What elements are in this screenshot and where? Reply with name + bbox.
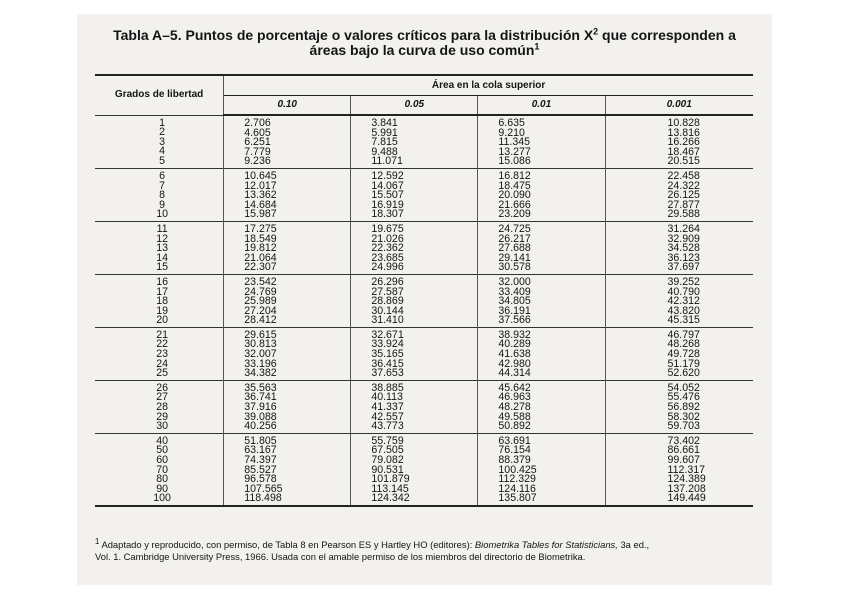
df-value: 4 — [159, 145, 166, 158]
critical-value: 40.113 — [371, 391, 403, 404]
df-value: 8 — [159, 189, 166, 202]
value-cell — [351, 327, 478, 380]
critical-value: 79.082 — [371, 454, 404, 466]
df-value: 2 — [159, 126, 166, 139]
footnote — [95, 536, 755, 563]
critical-value: 49.588 — [498, 410, 531, 423]
critical-value: 45.315 — [667, 314, 700, 327]
critical-value: 7.815 — [371, 136, 398, 149]
critical-value: 20.090 — [498, 189, 531, 202]
critical-value: 26.296 — [371, 275, 404, 288]
book-title: Biometrika Tables for Statisticians, — [474, 539, 618, 551]
critical-value: 11.071 — [371, 155, 403, 168]
critical-value: 113.145 — [371, 482, 409, 495]
value-cell — [605, 221, 753, 274]
critical-value: 135.807 — [498, 492, 537, 505]
critical-value: 63.691 — [498, 434, 531, 447]
critical-value: 100.425 — [498, 463, 537, 476]
df-value: 7 — [159, 179, 166, 192]
column-header-0-001: 0.001 — [605, 96, 753, 116]
critical-value: 73.402 — [667, 434, 700, 447]
value-cell — [605, 327, 753, 380]
critical-value: 46.797 — [667, 328, 700, 341]
df-value: 26 — [156, 381, 168, 394]
critical-value: 27.688 — [498, 242, 531, 255]
critical-value: 19.812 — [244, 242, 277, 255]
critical-value: 96.578 — [244, 473, 277, 486]
critical-value: 124.116 — [498, 482, 536, 495]
df-header: Grados de libertad — [95, 75, 224, 115]
critical-value: 39.252 — [667, 275, 700, 288]
df-value: 29 — [156, 410, 168, 423]
footnote-line-2: Vol. 1. Cambridge University Press, 1966. Usada con el amable permiso de los miembros del directorio de Biometrika. — [95, 551, 586, 563]
title-footnote-mark: 1 — [534, 41, 540, 52]
critical-value: 13.816 — [667, 126, 700, 139]
critical-value: 10.828 — [667, 117, 700, 129]
df-value: 100 — [153, 492, 171, 505]
footnote-mark: 1 — [95, 537, 100, 546]
critical-value: 23.685 — [371, 251, 404, 264]
critical-value: 76.154 — [498, 444, 531, 457]
critical-value: 35.563 — [244, 381, 277, 394]
critical-value: 86.661 — [667, 444, 700, 457]
value-cell — [478, 221, 605, 274]
title-line-1: Tabla A–5. Puntos de porcentaje o valores críticos para la distribución $X^2$ que corresponden a — [113, 26, 736, 43]
critical-value: 40.289 — [498, 338, 531, 351]
value-cell — [478, 274, 605, 327]
critical-value: 55.759 — [371, 434, 404, 447]
critical-value: 34.382 — [244, 367, 277, 380]
critical-value: 18.307 — [371, 208, 404, 221]
critical-value: 18.475 — [498, 179, 531, 192]
df-value: 15 — [156, 261, 168, 274]
critical-value: 55.476 — [667, 391, 700, 404]
critical-value: 29.141 — [498, 251, 531, 264]
critical-value: 99.607 — [667, 454, 700, 466]
critical-value: 24.725 — [498, 222, 531, 235]
critical-value: 12.592 — [371, 169, 404, 182]
table-bottom-rule — [95, 506, 753, 508]
value-cell — [605, 380, 753, 433]
df-value: 23 — [156, 348, 168, 361]
df-cell — [95, 380, 224, 433]
critical-value: 27.877 — [667, 198, 700, 211]
df-value: 1 — [159, 116, 166, 129]
critical-value: 21.026 — [371, 232, 404, 245]
critical-value: 22.362 — [371, 242, 404, 255]
critical-value: 3.841 — [371, 117, 398, 129]
df-value: 70 — [156, 463, 168, 476]
df-cell — [95, 327, 224, 380]
critical-value: 14.684 — [244, 198, 277, 211]
df-cell — [95, 274, 224, 327]
critical-value: 58.302 — [667, 410, 700, 423]
critical-value: 21.064 — [244, 251, 277, 264]
df-value: 14 — [156, 251, 168, 264]
df-value: 3 — [159, 135, 166, 148]
critical-value: 36.191 — [498, 304, 531, 317]
table-row-group — [95, 274, 753, 327]
df-value: 9 — [159, 198, 166, 211]
critical-value: 12.017 — [244, 179, 277, 192]
value-cell — [605, 168, 753, 221]
critical-value: 67.505 — [371, 444, 404, 457]
df-value: 40 — [156, 434, 168, 447]
df-value: 12 — [156, 232, 168, 245]
critical-value: 15.987 — [244, 208, 277, 221]
df-value: 27 — [156, 391, 168, 404]
value-cell — [224, 433, 351, 506]
value-cell — [224, 115, 351, 168]
critical-value: 36.415 — [371, 357, 404, 370]
critical-value: 45.642 — [498, 381, 531, 394]
critical-value: 20.515 — [667, 155, 700, 168]
critical-value: 29.615 — [244, 328, 277, 341]
table-body — [95, 115, 753, 506]
critical-value: 33.196 — [244, 357, 277, 370]
df-value: 18 — [156, 295, 168, 308]
critical-value: 30.813 — [244, 338, 277, 351]
critical-value: 37.653 — [371, 367, 404, 380]
value-cell — [224, 380, 351, 433]
critical-value: 22.307 — [244, 261, 277, 274]
critical-value: 10.645 — [244, 169, 277, 182]
critical-value: 37.566 — [498, 314, 531, 327]
critical-value: 17.275 — [244, 222, 277, 235]
critical-value: 112.317 — [667, 463, 706, 476]
value-cell — [351, 274, 478, 327]
critical-value: 112.329 — [498, 473, 536, 486]
critical-value: 44.314 — [498, 367, 531, 380]
table-row-group — [95, 168, 753, 221]
table-row-group — [95, 433, 753, 506]
critical-value: 27.204 — [244, 304, 277, 317]
critical-value: 90.531 — [371, 463, 404, 476]
table-row-group — [95, 380, 753, 433]
document-page — [77, 14, 772, 585]
df-value: 6 — [159, 169, 166, 182]
critical-value: 32.007 — [244, 348, 277, 361]
df-value: 21 — [156, 328, 168, 341]
critical-value: 40.256 — [244, 420, 277, 433]
critical-value: 19.675 — [371, 222, 404, 235]
value-cell — [351, 380, 478, 433]
critical-value: 18.549 — [244, 232, 277, 245]
chi-square-critical-values-table — [95, 74, 753, 508]
value-cell — [351, 221, 478, 274]
critical-value: 9.236 — [244, 155, 271, 168]
critical-value: 42.557 — [371, 410, 404, 423]
critical-value: 31.410 — [371, 314, 404, 327]
critical-value: 27.587 — [371, 285, 404, 298]
critical-value: 13.277 — [498, 145, 531, 158]
critical-value: 35.165 — [371, 348, 404, 361]
df-value: 60 — [156, 454, 168, 466]
critical-value: 36.123 — [667, 251, 700, 264]
value-cell — [224, 221, 351, 274]
critical-value: 33.409 — [498, 285, 531, 298]
value-cell — [478, 168, 605, 221]
value-cell — [478, 327, 605, 380]
critical-value: 23.542 — [244, 275, 277, 288]
critical-value: 16.919 — [371, 198, 404, 211]
critical-value: 21.666 — [498, 198, 531, 211]
critical-value: 24.769 — [244, 285, 277, 298]
critical-value: 32.671 — [371, 328, 404, 341]
critical-value: 16.266 — [667, 136, 700, 149]
critical-value: 26.125 — [667, 189, 700, 202]
critical-value: 6.635 — [498, 117, 525, 129]
value-cell — [351, 168, 478, 221]
critical-value: 56.892 — [667, 401, 700, 414]
df-cell — [95, 433, 224, 506]
critical-value: 5.991 — [371, 126, 398, 139]
critical-value: 63.167 — [244, 444, 277, 457]
critical-value: 31.264 — [667, 222, 700, 235]
table-row-group — [95, 327, 753, 380]
critical-value: 107.565 — [244, 482, 283, 495]
critical-value: 51.805 — [244, 434, 277, 447]
df-value: 24 — [156, 357, 168, 370]
value-cell — [224, 274, 351, 327]
chi-square-superscript: 2 — [593, 26, 599, 37]
critical-value: 37.916 — [244, 401, 277, 414]
critical-value: 38.885 — [371, 381, 404, 394]
value-cell — [224, 327, 351, 380]
critical-value: 51.179 — [667, 357, 700, 370]
value-cell — [224, 168, 351, 221]
critical-value: 29.588 — [667, 208, 700, 221]
df-value: 19 — [156, 304, 168, 317]
critical-value: 39.088 — [244, 410, 277, 423]
df-cell — [95, 221, 224, 274]
value-cell — [478, 115, 605, 168]
critical-value: 74.397 — [244, 454, 277, 466]
critical-value: 33.924 — [371, 338, 404, 351]
critical-value: 16.812 — [498, 169, 531, 182]
critical-value: 52.620 — [667, 367, 700, 380]
df-value: 90 — [156, 482, 168, 495]
table-title — [77, 28, 772, 58]
df-value: 5 — [159, 154, 166, 167]
value-cell — [351, 115, 478, 168]
critical-value: 14.067 — [371, 179, 404, 192]
df-value: 20 — [156, 314, 168, 327]
critical-value: 101.879 — [371, 473, 410, 486]
table-row-group — [95, 221, 753, 274]
critical-value: 4.605 — [244, 126, 271, 139]
value-cell — [478, 433, 605, 506]
critical-value: 50.892 — [498, 420, 531, 433]
value-cell — [605, 274, 753, 327]
critical-value: 15.086 — [498, 155, 531, 168]
df-cell — [95, 168, 224, 221]
df-value: 11 — [156, 222, 168, 235]
critical-value: 34.805 — [498, 295, 531, 308]
critical-value: 30.578 — [498, 261, 531, 274]
critical-value: 23.209 — [498, 208, 531, 221]
critical-value: 88.379 — [498, 454, 531, 466]
critical-value: 48.268 — [667, 338, 700, 351]
critical-value: 118.498 — [244, 492, 282, 505]
critical-value: 42.980 — [498, 357, 531, 370]
critical-value: 34.528 — [667, 242, 700, 255]
critical-value: 13.362 — [244, 189, 277, 202]
critical-value: 41.337 — [371, 401, 404, 414]
df-value: 25 — [156, 367, 168, 380]
area-header: Área en la cola superior — [224, 75, 753, 96]
critical-value: 9.488 — [371, 145, 398, 158]
critical-value: 40.790 — [667, 285, 700, 298]
title-line-2: áreas bajo la curva de uso común$^1$ — [309, 41, 540, 58]
critical-value: 11.345 — [498, 136, 531, 149]
critical-value: 59.703 — [667, 420, 700, 433]
critical-value: 38.932 — [498, 328, 531, 341]
df-value: 28 — [156, 401, 168, 414]
critical-value: 149.449 — [667, 492, 706, 505]
critical-value: 85.527 — [244, 463, 277, 476]
value-cell — [478, 380, 605, 433]
value-cell — [605, 433, 753, 506]
table-row-group — [95, 115, 753, 168]
critical-value: 18.467 — [667, 145, 700, 158]
critical-value: 54.052 — [667, 381, 700, 394]
critical-value: 42.312 — [667, 295, 700, 308]
critical-value: 48.278 — [498, 401, 531, 414]
df-value: 80 — [156, 473, 168, 486]
critical-value: 22.458 — [667, 169, 700, 182]
critical-value: 124.342 — [371, 492, 410, 505]
critical-value: 24.322 — [667, 179, 700, 192]
critical-value: 36.741 — [244, 391, 277, 404]
footnote-line-1: $^1$ Adaptado y reproducido, con permiso, de Tabla 8 en Pearson ES y Hartley HO (editores): Biometrika Tables for Statisticians, 3a ed., — [95, 537, 650, 551]
df-value: 13 — [156, 242, 168, 255]
value-cell — [351, 433, 478, 506]
critical-value: 26.217 — [498, 232, 531, 245]
critical-value: 49.728 — [667, 348, 700, 361]
critical-value: 37.697 — [667, 261, 700, 274]
critical-value: 9.210 — [498, 126, 525, 139]
df-value: 30 — [156, 420, 168, 433]
df-value: 10 — [156, 208, 168, 221]
df-cell — [95, 115, 224, 168]
critical-value: 28.869 — [371, 295, 404, 308]
critical-value: 24.996 — [371, 261, 404, 274]
critical-value: 2.706 — [244, 117, 271, 129]
critical-value: 30.144 — [371, 304, 404, 317]
critical-value: 32.909 — [667, 232, 700, 245]
column-header-0-01: 0.01 — [478, 96, 605, 116]
critical-value: 124.389 — [667, 473, 706, 486]
critical-value: 41.638 — [498, 348, 531, 361]
df-value: 17 — [156, 285, 168, 298]
critical-value: 32.000 — [498, 275, 531, 288]
critical-value: 7.779 — [244, 145, 271, 158]
df-value: 50 — [156, 444, 168, 457]
critical-value: 15.507 — [371, 189, 404, 202]
critical-value: 25.989 — [244, 295, 277, 308]
column-header-0-10: 0.10 — [224, 96, 351, 116]
critical-value: 6.251 — [244, 136, 271, 149]
critical-value: 28.412 — [244, 314, 277, 327]
value-cell — [605, 115, 753, 168]
critical-value: 137.208 — [667, 482, 706, 495]
column-header-0-05: 0.05 — [351, 96, 478, 116]
df-value: 16 — [156, 275, 168, 288]
critical-value: 43.820 — [667, 304, 700, 317]
df-value: 22 — [156, 338, 168, 351]
critical-value: 46.963 — [498, 391, 531, 404]
critical-value: 43.773 — [371, 420, 404, 433]
